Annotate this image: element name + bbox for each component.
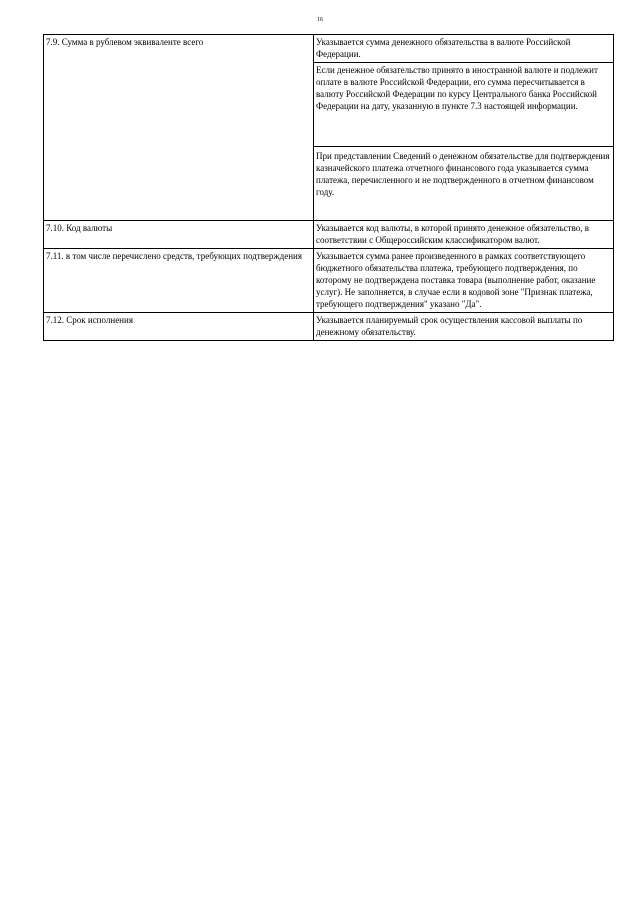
- row-text-7-9-conversion: Если денежное обязательство принято в иностранной валюте и подлежит оплате в валюте Российской Федерации, его сумма пересчитывается в валюту Российской Федерации по курсу Центрального банка Российской Федерации на дату, указанную в пункте 7.3 настоящей информации.: [314, 63, 614, 147]
- table-row: [44, 249, 614, 313]
- page-number: 16: [317, 17, 323, 23]
- row-text-7-9-currency: Указывается сумма денежного обязательства в валюте Российской Федерации.: [314, 35, 614, 63]
- row-label-7-10: 7.10. Код валюты: [44, 221, 314, 249]
- row-text-7-10: Указывается код валюты, в которой принято денежное обязательство, в соответствии с Общероссийским классификатором валют.: [314, 221, 614, 249]
- row-text-7-9-treasury-payment: При представлении Сведений о денежном обязательстве для подтверждения казначейского платежа отчетного финансового года указывается сумма платежа, перечисленного и не подтвержденного в отчетном финансовом году.: [314, 147, 614, 221]
- requisites-table: [43, 34, 614, 341]
- row-text-7-11: Указывается сумма ранее произведенного в рамках соответствующего бюджетного обязательства платежа, требующего подтверждения, по которому не подтверждена поставка товара (выполнение работ, оказание услуг). Не заполняется, в случае если в кодовой зоне "Признак платежа, требующего подтверждения" указано "Да".: [314, 249, 614, 313]
- row-label-7-11: 7.11. в том числе перечислено средств, требующих подтверждения: [44, 249, 314, 313]
- table-row: [44, 313, 614, 341]
- row-label-7-12: 7.12. Срок исполнения: [44, 313, 314, 341]
- row-text-7-12: Указывается планируемый срок осуществления кассовой выплаты по денежному обязательству.: [314, 313, 614, 341]
- table-row: [44, 35, 614, 63]
- table-row: [44, 221, 614, 249]
- row-label-7-9: 7.9. Сумма в рублевом эквиваленте всего: [44, 35, 314, 221]
